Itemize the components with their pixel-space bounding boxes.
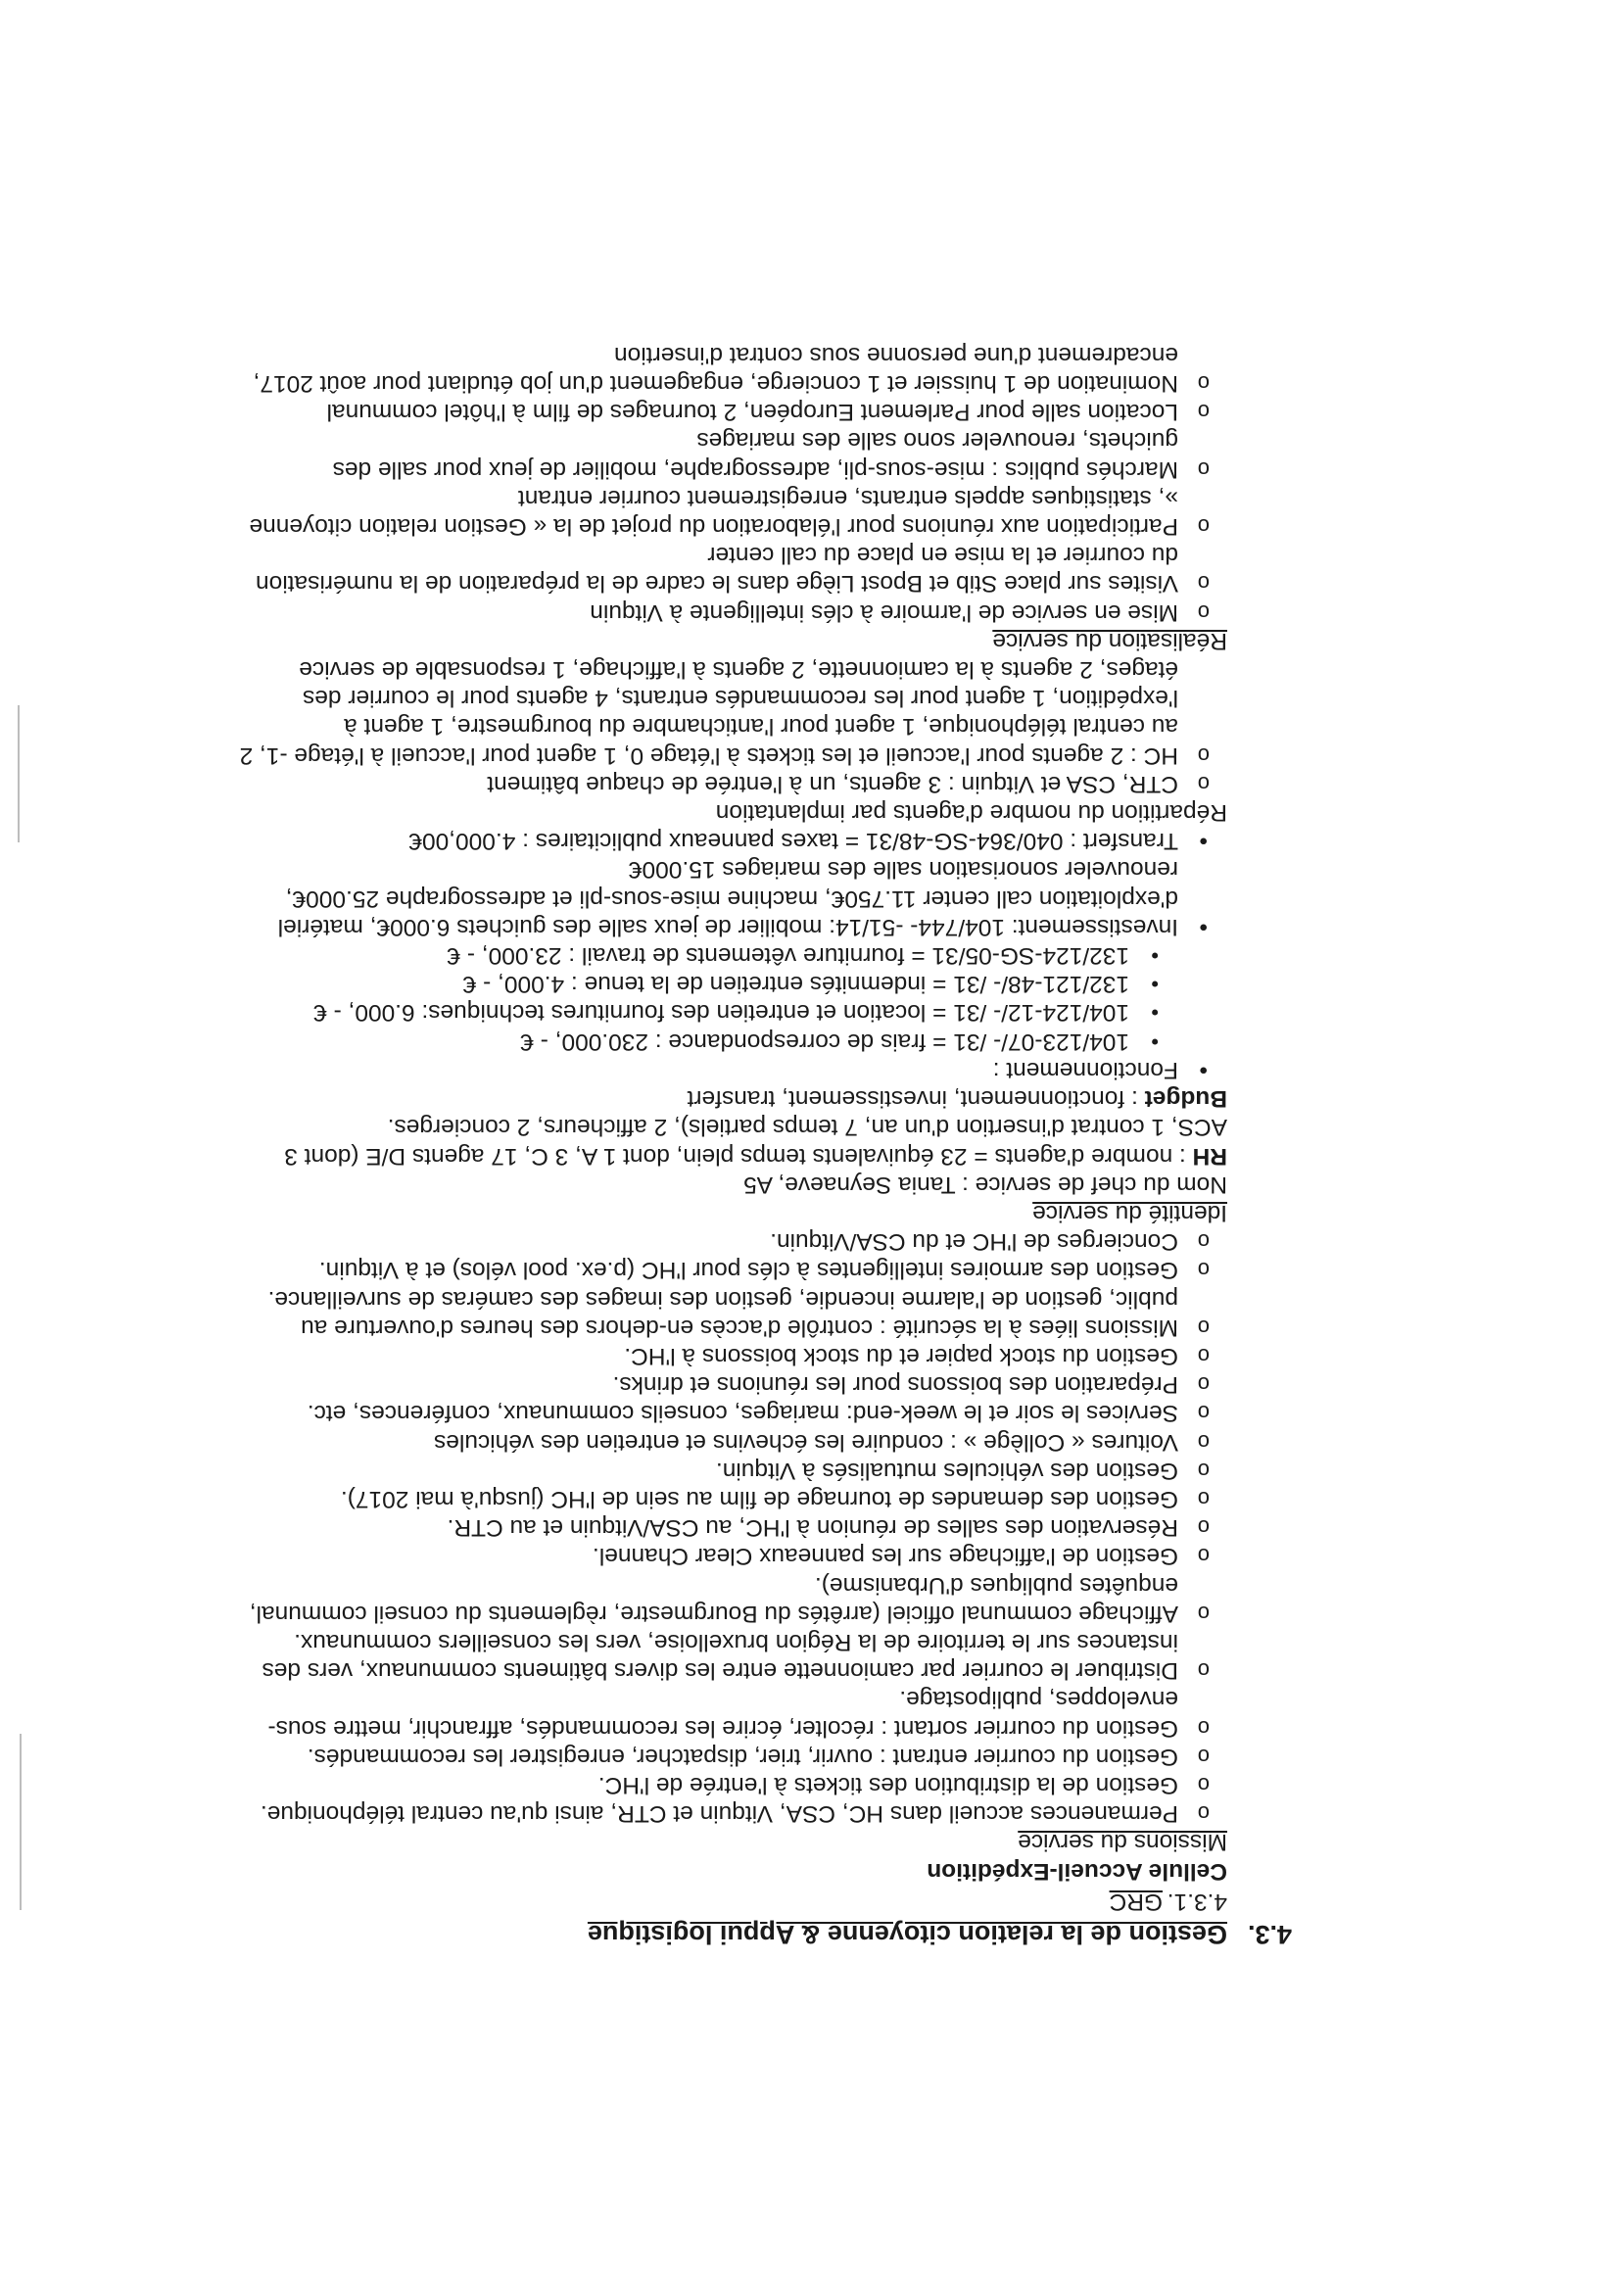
document-body bbox=[234, 341, 1292, 1948]
budget-line: • 132/121-48/- /31 = indemnités entretien de la tenue : 4.000, - € bbox=[234, 970, 1178, 998]
realisation-item: o Participation aux réunions pour l'élaboration du projet de la « Gestion relation citoyenne », statistiques appels entrants, enregistrement courrier entrant bbox=[234, 484, 1227, 541]
budget-list bbox=[234, 827, 1227, 1084]
realisation-item: o Nomination de 1 huissier et 1 concierge, engagement d'un job étudiant pour août 2017, encadrement d'une personne sous contrat d'insertion bbox=[234, 341, 1227, 398]
budget-item bbox=[234, 941, 1227, 1084]
repartition-item: o CTR, CSA et Vitquin : 3 agents, un à l'entrée de chaque bâtiment bbox=[234, 770, 1227, 798]
identity-heading: Identité du service bbox=[1032, 1199, 1227, 1226]
section-number: 4.3. bbox=[1247, 1920, 1292, 1949]
budget-line: • 104/124-12/- /31 = location et entretien des fournitures techniques: 6.000, - € bbox=[234, 998, 1178, 1027]
mission-item: o Gestion des véhicules mutualisés à Vitquin. bbox=[234, 1457, 1227, 1485]
subsection-heading bbox=[234, 1888, 1227, 1916]
missions-heading: Missions du service bbox=[1018, 1829, 1227, 1856]
rh-paragraph bbox=[234, 1113, 1227, 1170]
mission-item: o Réservation des salles de réunion à l'HC, au CSA/Vitquin et au CTR. bbox=[234, 1513, 1227, 1542]
mission-item: o Distribuer le courrier par camionnette entre les divers bâtiments communaux, vers des instances sur le territoire de la Région bruxelloise, vers les conseillers communaux. bbox=[234, 1628, 1227, 1685]
mission-item: o Permanences accueil dans HC, CSA, Vitquin et CTR, ainsi qu'au central téléphonique. bbox=[234, 1799, 1227, 1828]
service-chief: Nom du chef de service : Tania Seynaeve, A5 bbox=[743, 1171, 1227, 1198]
budget-item bbox=[234, 855, 1227, 941]
budget-item-label: Fonctionnement : bbox=[992, 1056, 1178, 1083]
mission-item: o Gestion des demandes de tournage de film au sein de l'HC (jusqu'à mai 2017). bbox=[234, 1485, 1227, 1513]
mission-item: o Préparation des boissons pour les réunions et drinks. bbox=[234, 1370, 1227, 1399]
mission-item: o Gestion du courrier sortant : récolter, écrire les recommandés, affranchir, mettre sous-enveloppes, publipostage. bbox=[234, 1685, 1227, 1742]
budget-label: Budget bbox=[1144, 1085, 1227, 1113]
budget-text: : fonctionnement, investissement, transfert bbox=[687, 1085, 1145, 1113]
budget-line: • 132/124-SG-05/31 = fourniture vêtements de travail : 23.000, - € bbox=[234, 941, 1178, 970]
cell-title: Cellule Accueil-Expédition bbox=[927, 1857, 1227, 1885]
realisation-item: o Visites sur place Stib et Bpost Liège dans le cadre de la préparation de la numérisation du courrier et la mise en place du call center bbox=[234, 541, 1227, 598]
realisation-item: o Mise en service de l'armoire à clés intelligente à Vitquin bbox=[234, 598, 1227, 626]
budget-item bbox=[234, 827, 1227, 855]
repartition-title: Répartition du nombre d'agents par implantation bbox=[715, 799, 1227, 827]
budget-item-label: Investissement: 104/744- -51/14: mobilier de jeux salle des guichets 6.000€, matériel d'exploitation call center 11.750€, machine mise-sous-pli et adressographe 25.000€, renouveler sonorisation salle des mariages 15.000€ bbox=[277, 856, 1178, 940]
realisation-list bbox=[234, 341, 1227, 627]
mission-item: o Gestion du stock papier et du stock boissons à l'HC. bbox=[234, 1342, 1227, 1370]
mission-item: o Gestion des armoires intelligentes à clés pour l'HC (p.ex. pool vélos) et à Vitquin. bbox=[234, 1256, 1227, 1284]
budget-paragraph bbox=[234, 1084, 1227, 1113]
mission-item: o Voitures « Collège » : conduire les échevins et entretien des véhicules bbox=[234, 1427, 1227, 1456]
subsection-name: GRC bbox=[1109, 1888, 1163, 1915]
mission-item: o Gestion de la distribution des tickets à l'entrée de l'HC. bbox=[234, 1771, 1227, 1799]
budget-item-label: Transfert : 040/364-SG-48/31 = taxes panneaux publicitaires : 4.000,00€ bbox=[408, 828, 1178, 855]
budget-sublist bbox=[234, 941, 1178, 1056]
realisation-item: o Location salle pour Parlement Européen, 2 tournages de film à l'hôtel communal bbox=[234, 398, 1227, 426]
repartition-item: o HC : 2 agents pour l'accueil et les tickets à l'étage 0, 1 agent pour l'accueil à l'étage -1, 2 au central téléphonique, 1 agent pour l'antichambre du bourgmestre, 1 agent à l'expédition, 1 agent pour les recommandés entrants, 4 agents pour le courrier des étages, 2 agents à la camionnette, 2 agents à l'affichage, 1 responsable de service bbox=[234, 655, 1227, 770]
realisation-heading: Réalisation du service bbox=[992, 627, 1227, 654]
repartition-list bbox=[234, 655, 1227, 798]
rh-label: RH bbox=[1192, 1142, 1227, 1170]
section-title: Gestion de la relation citoyenne & Appui logistique bbox=[587, 1920, 1227, 1949]
mission-item: o Missions liées à la sécurité : contrôle d'accès en-dehors des heures d'ouverture au public, gestion de l'alarme incendie, gestion des images des caméras de surveillance. bbox=[234, 1284, 1227, 1341]
rh-text: : nombre d'agents = 23 équivalents temps plein, dont 1 A, 3 C, 17 agents D/E (dont 3 ACS, 1 contrat d'insertion d'un an, 7 temps partiels), 2 afficheurs, 2 concierges. bbox=[284, 1114, 1227, 1170]
mission-item: o Affichage communal officiel (arrêtés du Bourgmestre, règlements du conseil communal, enquêtes publiques d'Urbanisme). bbox=[234, 1570, 1227, 1627]
mission-item: o Concierges de l'HC et du CSA/Vitquin. bbox=[234, 1227, 1227, 1256]
mission-item: o Gestion de l'affichage sur les panneaux Clear Channel. bbox=[234, 1542, 1227, 1570]
mission-item: o Gestion du courrier entrant : ouvrir, trier, dispatcher, enregistrer les recommandés. bbox=[234, 1743, 1227, 1771]
section-heading bbox=[234, 1920, 1292, 1948]
missions-list bbox=[234, 1227, 1227, 1828]
realisation-item: o Marchés publics : mise-sous-pli, adressographe, mobilier de jeux pour salle des guichets, renouveler sono salle des mariages bbox=[234, 426, 1227, 483]
budget-line: • 104/123-07/- /31 = frais de correspondance : 230.000, - € bbox=[234, 1028, 1178, 1056]
subsection-number: 4.3.1. bbox=[1167, 1888, 1227, 1915]
mission-item: o Services le soir et le week-end: mariages, conseils communaux, conférences, etc. bbox=[234, 1399, 1227, 1427]
